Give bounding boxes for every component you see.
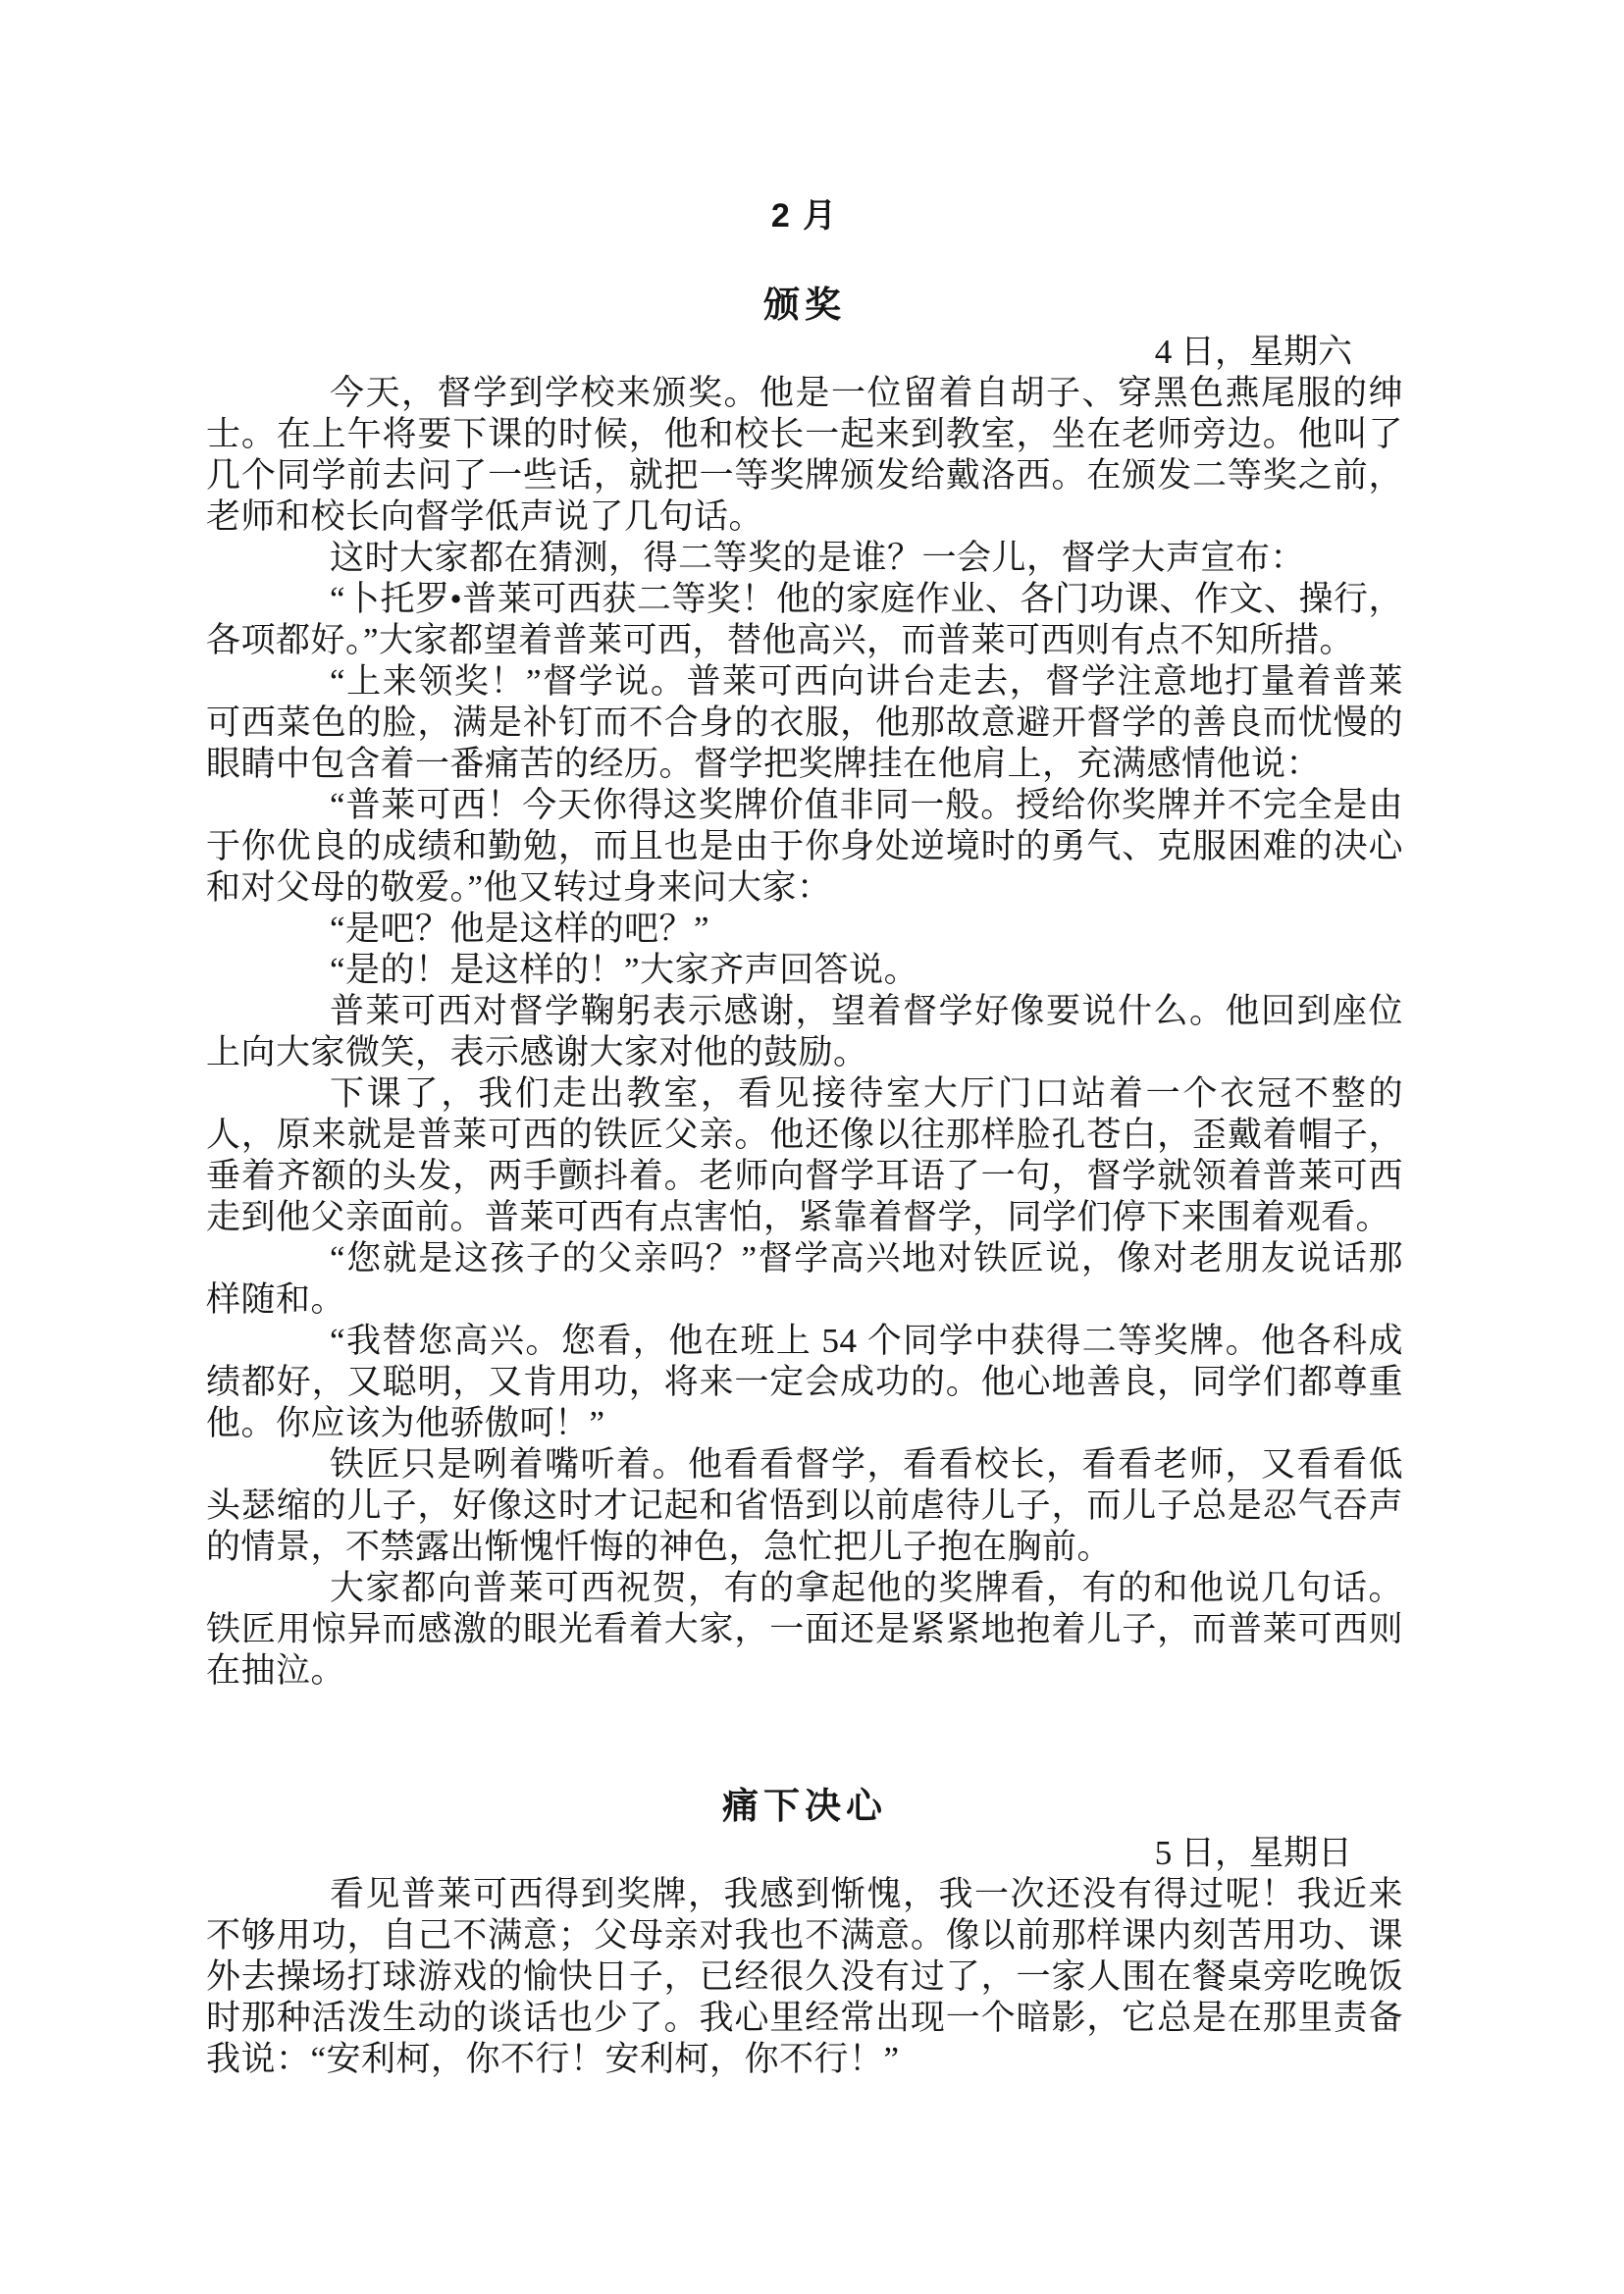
paragraph: “我替您高兴。您看，他在班上 54 个同学中获得二等奖牌。他各科成绩都好，又聪明，又肯用功，将来一定会成功的。他心地善良，同学们都尊重他。你应该为他骄傲呵！” xyxy=(206,1322,1403,1442)
paragraph: 大家都向普莱可西祝贺，有的拿起他的奖牌看，有的和他说几句话。铁匠用惊异而感激的眼光看着大家，一面还是紧紧地抱着儿子，而普莱可西则在抽泣。 xyxy=(206,1569,1403,1690)
section-heading: 颁奖 xyxy=(763,285,846,325)
paragraph: 看见普莱可西得到奖牌，我感到惭愧，我一次还没有得过呢！我近来不够用功，自己不满意；父母亲对我也不满意。像以前那样课内刻苦用功、课外去操场打球游戏的愉快日子，已经很久没有过了，一家人围在餐桌旁吃晚饭时那种活泼生动的谈话也少了。我心里经常出现一个暗影，它总是在那里责备我说：“安利柯，你不行！安利柯，你不行！” xyxy=(206,1875,1403,2078)
paragraph: 普莱可西对督学鞠躬表示感谢，望着督学好像要说什么。他回到座位上向大家微笑，表示感谢大家对他的鼓励。 xyxy=(206,992,1403,1071)
paragraph: “普莱可西！今天你得这奖牌价值非同一般。授给你奖牌并不完全是由于你优良的成绩和勤勉，而且也是由于你身处逆境时的勇气、克服困难的决心和对父母的敬爱。”他又转过身来问大家： xyxy=(206,786,1403,907)
paragraph: “是吧？他是这样的吧？” xyxy=(330,910,710,948)
month-title: 2 月 xyxy=(770,197,839,235)
paragraph: 今天，督学到学校来颁奖。他是一位留着自胡子、穿黑色燕尾服的绅士。在上午将要下课的时候，他和校长一起来到教室，坐在老师旁边。他叫了几个同学前去问了一些话，就把一等奖牌颁发给戴洛西。在颁发二等奖之前，老师和校长向督学低声说了几句话。 xyxy=(206,374,1403,536)
paragraph: 这时大家都在猜测，得二等奖的是谁？一会儿，督学大声宣布： xyxy=(330,539,1306,577)
paragraph: “您就是这孩子的父亲吗？”督学高兴地对铁匠说，像对老朋友说话那样随和。 xyxy=(206,1239,1403,1319)
paragraph: 铁匠只是咧着嘴听着。他看看督学，看看校长，看看老师，又看看低头瑟缩的儿子，好像这时才记起和省悟到以前虐待儿子，而儿子总是忍气吞声的情景，不禁露出惭愧忏悔的神色，急忙把儿子抱在胸前。 xyxy=(206,1445,1403,1566)
section-heading: 痛下决心 xyxy=(722,1786,887,1826)
section-date: 4 日，星期六 xyxy=(1154,333,1352,371)
section-body xyxy=(206,1874,1403,2080)
section-body xyxy=(206,373,1403,1692)
section-date: 5 日，星期日 xyxy=(1154,1834,1352,1872)
paragraph: “卜托罗•普莱可西获二等奖！他的家庭作业、各门功课、作文、操行，各项都好。”大家都望着普莱可西，替他高兴，而普莱可西则有点不知所措。 xyxy=(206,580,1403,659)
paragraph: “上来领奖！”督学说。普莱可西向讲台走去，督学注意地打量着普莱可西菜色的脸，满是补钉而不合身的衣服，他那故意避开督学的善良而忧慢的眼睛中包含着一番痛苦的经历。督学把奖牌挂在他肩上，充满感情他说： xyxy=(206,662,1403,783)
sections-container xyxy=(206,283,1403,2080)
story-section xyxy=(206,283,1403,1692)
paragraph: 下课了，我们走出教室，看见接待室大厅门口站着一个衣冠不整的人，原来就是普莱可西的铁匠父亲。他还像以往那样脸孔苍白，歪戴着帽子，垂着齐额的头发，两手颤抖着。老师向督学耳语了一句，督学就领着普莱可西走到他父亲面前。普莱可西有点害怕，紧靠着督学，同学们停下来围着观看。 xyxy=(206,1074,1403,1236)
paragraph: “是的！是这样的！”大家齐声回答说。 xyxy=(330,951,919,989)
story-section xyxy=(206,1784,1403,2080)
